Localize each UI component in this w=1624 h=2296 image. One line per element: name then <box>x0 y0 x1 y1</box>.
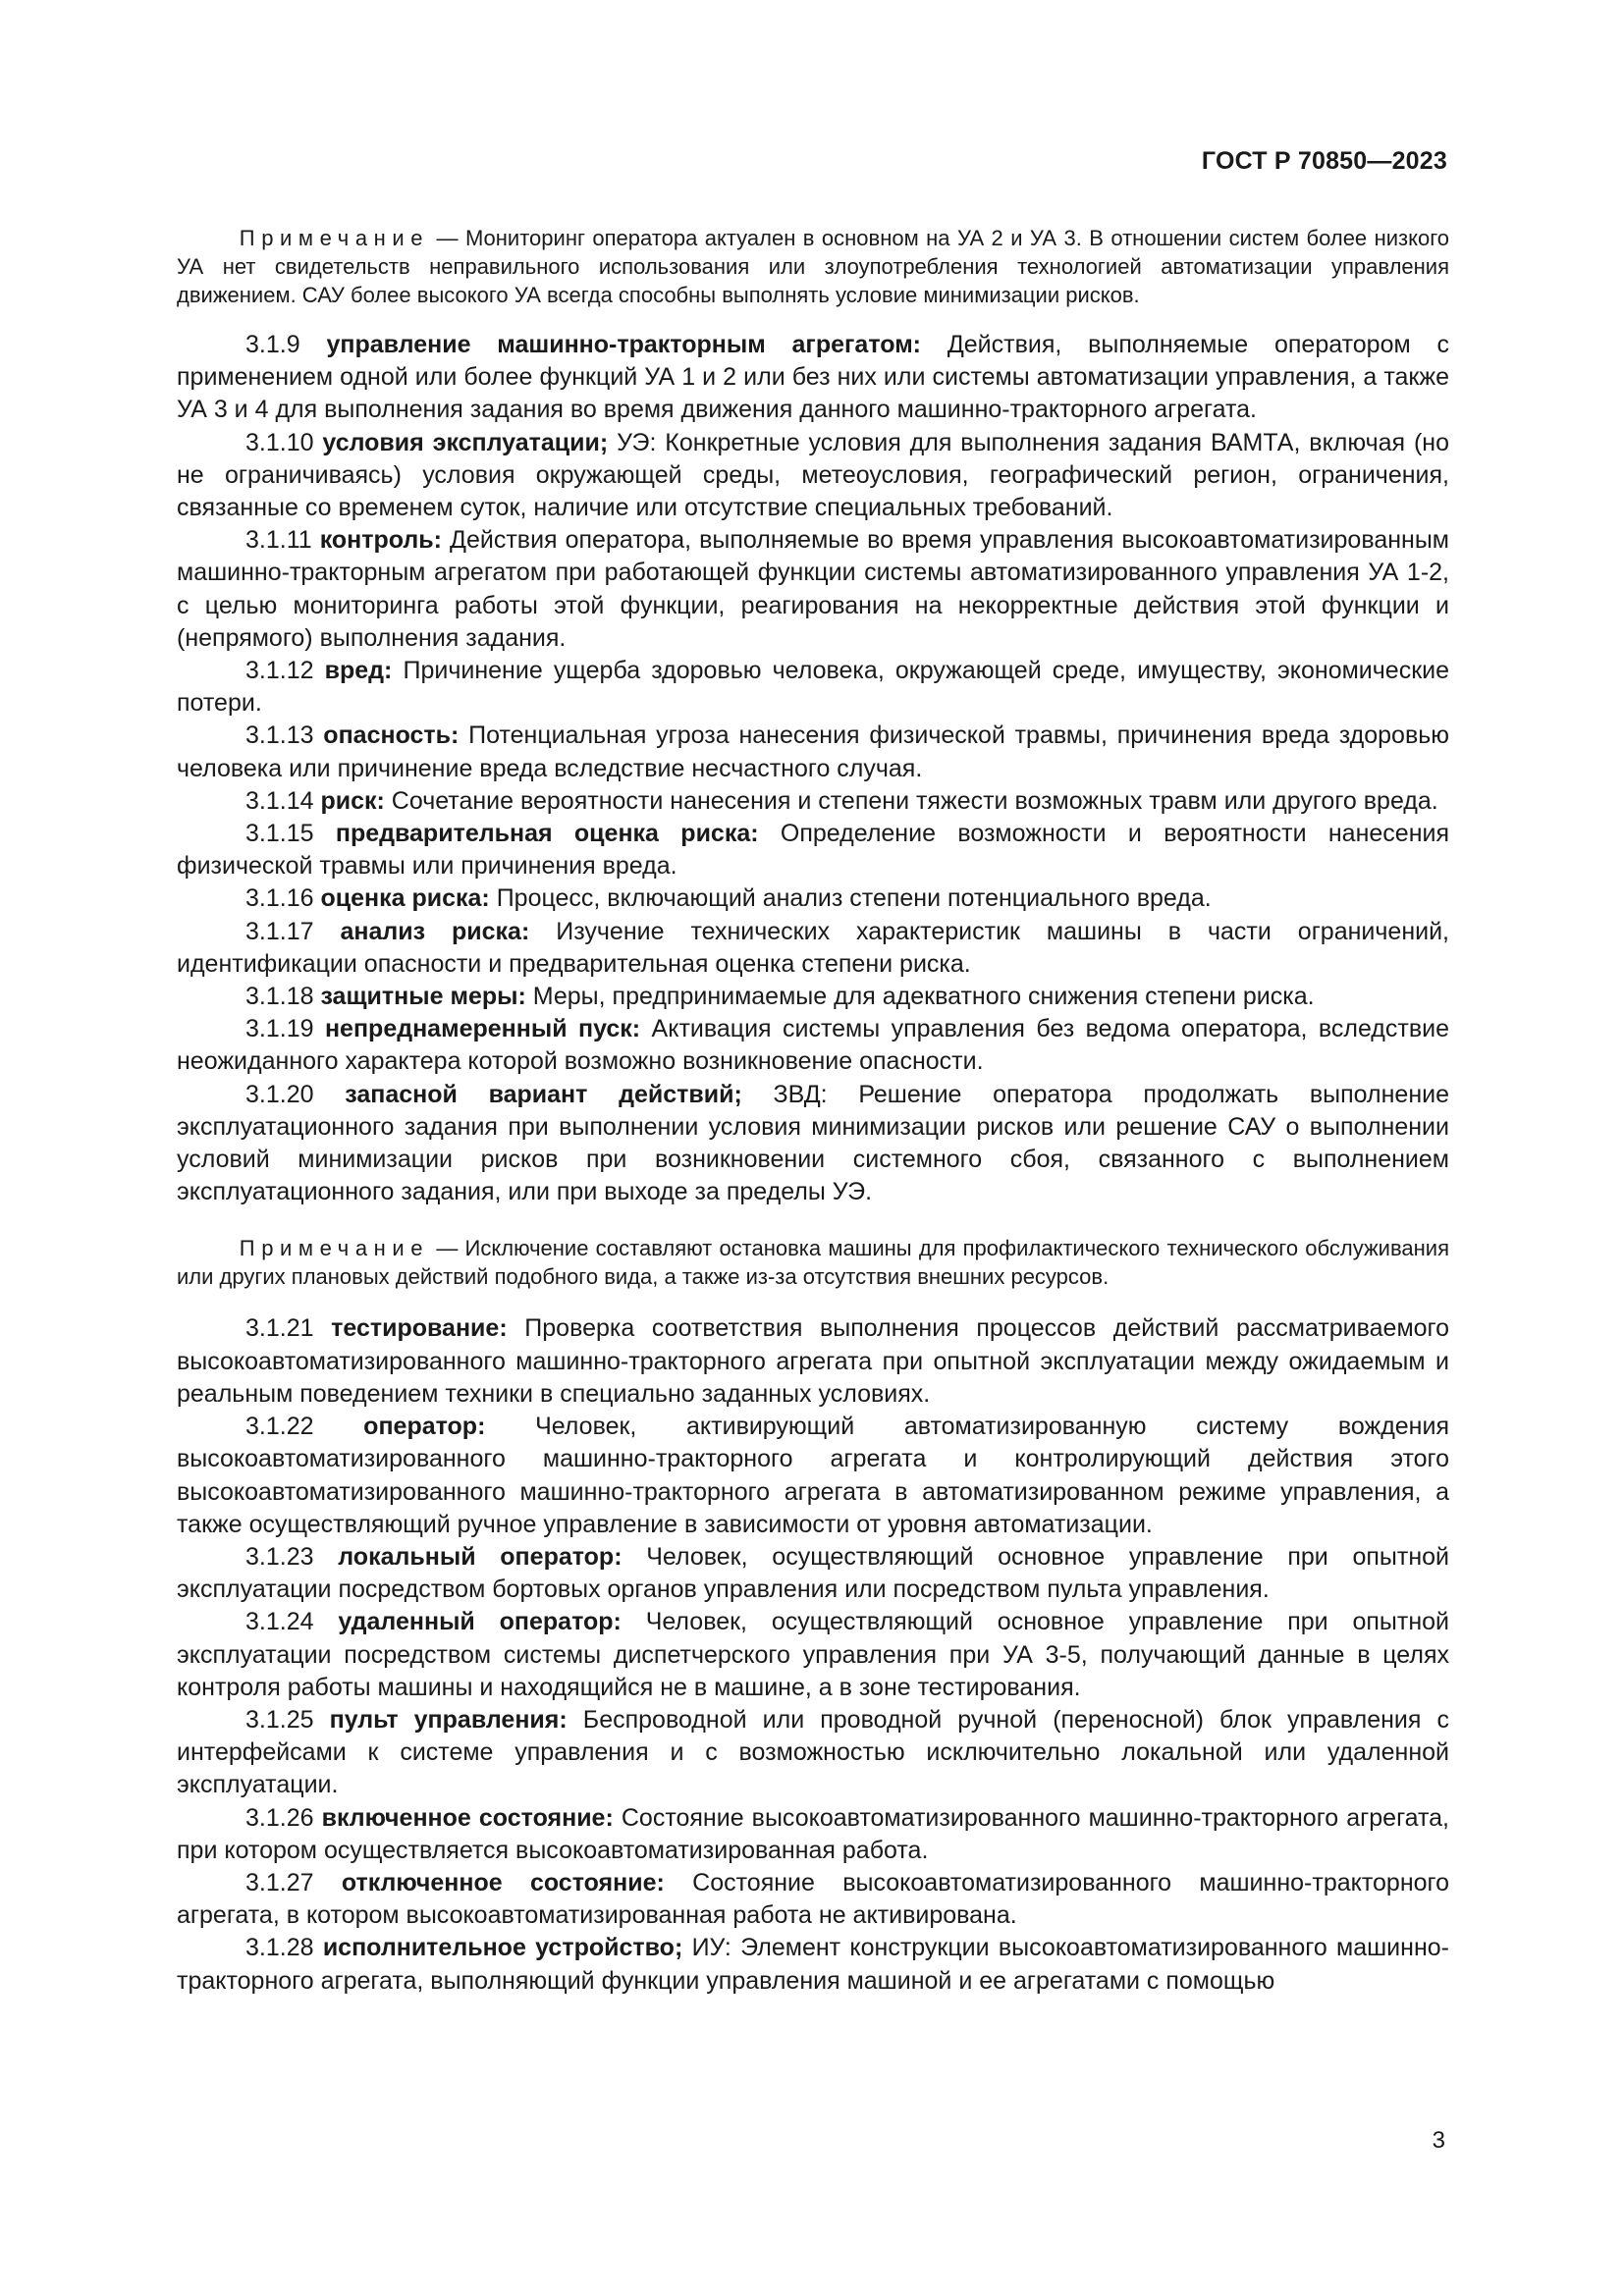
term-number: 3.1.22 <box>245 1413 364 1441</box>
term-definition: Меры, предпринимаемые для адекватного снижения степени риска. <box>525 983 1315 1011</box>
term-entry <box>177 427 1449 525</box>
term-entry <box>177 1541 1449 1606</box>
term-number: 3.1.24 <box>245 1608 339 1636</box>
term-definition: Беспроводной или проводной ручной (переносной) блок управления с интерфейсами к системе управления и с возможностью исключительно локальной или удаленной эксплуатации. <box>177 1705 1449 1799</box>
term-title: включенное состояние: <box>321 1803 614 1832</box>
note-text: — Мониторинг оператора актуален в основном на УА 2 и УА 3. В отношении систем более низкого УА нет свидетельств неправильного использования или злоупотребления технологией автоматизации управления движением. САУ более высокого УА всегда способны выполнять условие минимизации рисков. <box>177 226 1449 307</box>
term-title: отключенное состояние: <box>341 1868 665 1896</box>
term-entry <box>177 1013 1449 1078</box>
terms-list-1 <box>177 329 1449 1208</box>
note-paragraph <box>177 1234 1449 1291</box>
term-title: вред: <box>324 657 393 685</box>
term-title: предварительная оценка риска: <box>335 820 759 848</box>
term-title: запасной вариант действий; <box>345 1080 742 1108</box>
term-entry <box>177 1932 1449 1997</box>
note-label: Примечание <box>239 1236 430 1261</box>
term-title: исполнительное устройство; <box>322 1934 683 1962</box>
term-entry <box>177 329 1449 427</box>
term-entry <box>177 785 1449 818</box>
term-definition: Действия оператора, выполняемые во время управления высокоавтоматизированным машинно-тракторным агрегатом при работающей функции системы автоматизированного управления УА 1-2, с целью мониторинга работы этой функции, реагирования на некорректные действия этой функции и (непрямого) выполнения задания. <box>177 526 1449 652</box>
term-number: 3.1.25 <box>245 1705 330 1734</box>
term-definition: ИУ: Элемент конструкции высокоавтоматизированного машинно-тракторного агрегата, выполняющий функции управления машиной и ее агрегатами с помощью <box>177 1934 1449 1995</box>
term-entry <box>177 981 1449 1013</box>
term-number: 3.1.18 <box>245 983 321 1011</box>
term-number: 3.1.26 <box>245 1803 322 1832</box>
term-number: 3.1.23 <box>245 1542 339 1571</box>
term-definition: Проверка соответствия выполнения процессов действий рассматриваемого высокоавтоматизированного машинно-тракторного агрегата при опытной эксплуатации между ожидаемым и реальным поведением техники в специально заданных условиях. <box>177 1314 1450 1408</box>
terms-list-2 <box>177 1312 1449 1997</box>
term-entry <box>177 1704 1449 1802</box>
term-title: тестирование: <box>331 1314 508 1343</box>
term-number: 3.1.19 <box>245 1015 325 1043</box>
document-code-header: ГОСТ Р 70850—2023 <box>1201 147 1447 175</box>
term-entry <box>177 655 1449 720</box>
term-definition: Человек, осуществляющий основное управление при опытной эксплуатации посредством бортовых органов управления или посредством пульта управления. <box>177 1542 1450 1604</box>
term-definition: Определение возможности и вероятности нанесения физической травмы или причинения вреда. <box>177 820 1449 881</box>
term-definition: Сочетание вероятности нанесения и степени тяжести возможных травм или другого вреда. <box>384 786 1438 815</box>
term-definition: Человек, активирующий автоматизированную систему вождения высокоавтоматизированного машинно-тракторного агрегата и контролирующий действия этого высокоавтоматизированного машинно-тракторного агрегата в автоматизированном режиме управления, а также осуществляющий ручное управление в зависимости от уровня автоматизации. <box>177 1413 1449 1538</box>
term-title: контроль: <box>319 526 442 555</box>
term-definition: Состояние высокоавтоматизированного машинно-тракторного агрегата, в котором высокоавтоматизированная работа не активирована. <box>177 1868 1450 1930</box>
term-number: 3.1.12 <box>245 657 325 685</box>
term-number: 3.1.13 <box>245 721 324 750</box>
term-entry <box>177 818 1449 882</box>
term-title: опасность: <box>323 721 460 750</box>
term-entry <box>177 1606 1449 1704</box>
term-definition: УЭ: Конкретные условия для выполнения задания ВАМТА, включая (но не ограничиваясь) условия окружающей среды, метеоусловия, географический регион, ограничения, связанные со временем суток, наличие или отсутствие специальных требований. <box>177 428 1449 522</box>
term-number: 3.1.17 <box>245 917 341 945</box>
term-entry <box>177 720 1449 784</box>
term-entry <box>177 1411 1449 1541</box>
term-title: управление машинно-тракторным агрегатом: <box>326 331 922 358</box>
term-title: защитные меры: <box>320 983 526 1011</box>
term-definition: Потенциальная угроза нанесения физической травмы, причинения вреда здоровью человека или причинение вреда вследствие несчастного случая. <box>177 721 1450 782</box>
term-definition: Человек, осуществляющий основное управление при опытной эксплуатации посредством системы диспетчерского управления при УА 3-5, получающий данные в целях контроля работы машины и находящийся не в машине, а в зоне тестирования. <box>177 1608 1449 1701</box>
term-title: оператор: <box>363 1413 486 1441</box>
term-number: 3.1.21 <box>245 1314 332 1343</box>
term-title: удаленный оператор: <box>338 1608 622 1636</box>
term-definition: Состояние высокоавтоматизированного машинно-тракторного агрегата, при котором осуществляется высокоавтоматизированная работа. <box>177 1803 1450 1864</box>
document-body <box>177 224 1449 1998</box>
term-number: 3.1.11 <box>245 526 320 555</box>
term-definition: Активация системы управления без ведома оператора, вследствие неожиданного характера которой возможно возникновение опасности. <box>177 1015 1449 1076</box>
page-number: 3 <box>1432 2127 1445 2154</box>
term-number: 3.1.9 <box>245 331 327 358</box>
term-definition: Причинение ущерба здоровью человека, окружающей среде, имуществу, экономические потери. <box>177 657 1449 718</box>
term-entry <box>177 882 1449 915</box>
term-title: условия эксплуатации; <box>322 428 609 456</box>
term-title: анализ риска: <box>340 917 530 945</box>
term-number: 3.1.14 <box>245 786 321 815</box>
term-entry <box>177 1079 1449 1209</box>
term-number: 3.1.16 <box>245 884 321 913</box>
term-number: 3.1.28 <box>245 1934 323 1962</box>
term-title: оценка риска: <box>320 884 490 913</box>
term-title: пульт управления: <box>329 1705 568 1734</box>
note-label: Примечание <box>239 226 430 250</box>
note-text: — Исключение составляют остановка машины для профилактического технического обслуживания или других плановых действий подобного вида, а также из-за отсутствия внешних ресурсов. <box>177 1236 1449 1290</box>
term-title: непреднамеренный пуск: <box>324 1015 641 1043</box>
term-number: 3.1.10 <box>245 428 323 456</box>
term-entry <box>177 1802 1449 1867</box>
note-paragraph <box>177 224 1449 309</box>
term-title: локальный оператор: <box>338 1542 623 1571</box>
term-title: риск: <box>320 786 385 815</box>
term-entry <box>177 524 1449 655</box>
term-entry <box>177 1312 1449 1411</box>
term-definition: Изучение технических характеристик машины в части ограничений, идентификации опасности и предварительная оценка степени риска. <box>177 917 1450 978</box>
term-number: 3.1.27 <box>245 1868 342 1896</box>
term-definition: ЗВД: Решение оператора продолжать выполнение эксплуатационного задания при выполнении условия минимизации рисков или решение САУ о выполнении условий минимизации рисков при возникновении системного сбоя, связанного с выполнением эксплуатационного задания, или при выходе за пределы УЭ. <box>177 1080 1450 1206</box>
term-number: 3.1.20 <box>245 1080 346 1108</box>
term-definition: Процесс, включающий анализ степени потенциального вреда. <box>489 884 1212 913</box>
term-entry <box>177 916 1449 981</box>
term-definition: Действия, выполняемые оператором с применением одной или более функций УА 1 и 2 или без них или системы автоматизации управления, а также УА 3 и 4 для выполнения задания во время движения данного машинно-тракторного агрегата. <box>177 331 1449 424</box>
term-entry <box>177 1867 1449 1932</box>
term-number: 3.1.15 <box>245 820 336 848</box>
